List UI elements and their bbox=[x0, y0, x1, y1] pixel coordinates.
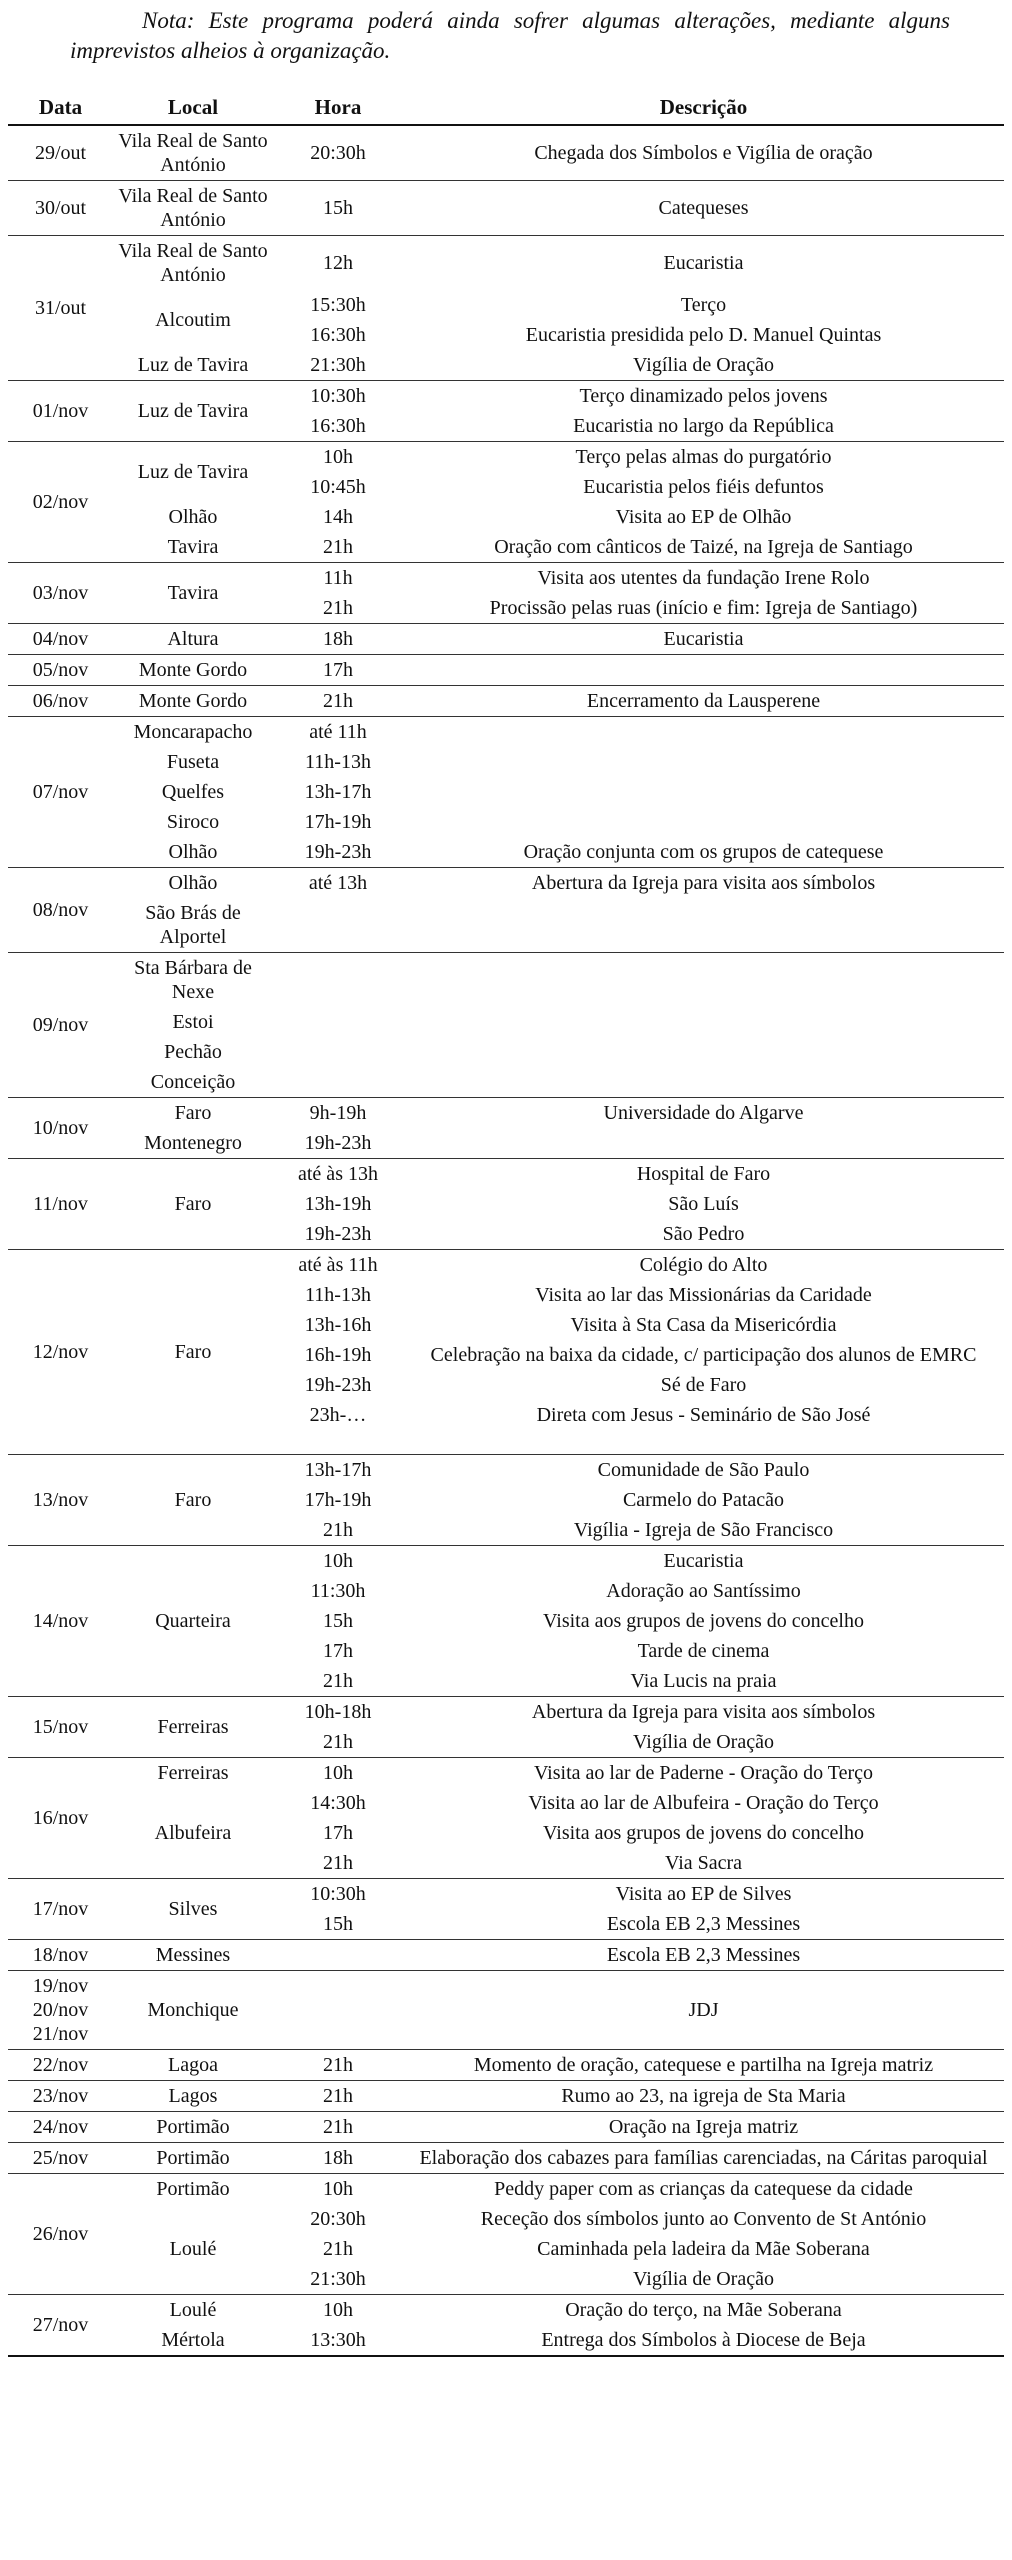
hora-cell: 15h bbox=[323, 1913, 353, 1935]
descricao-cell: Visita ao lar de Albufeira - Oração do Terço bbox=[528, 1792, 879, 1814]
date-cell: 23/nov bbox=[32, 2085, 89, 2107]
descricao-cell: Escola EB 2,3 Messines bbox=[606, 1944, 801, 1966]
hora-cell: 13h-17h bbox=[304, 781, 372, 803]
table-row bbox=[8, 1971, 1004, 2050]
local-cell: São Brás de Alportel bbox=[145, 902, 241, 948]
descricao-cell: Direta com Jesus - Seminário de São José bbox=[536, 1404, 871, 1426]
descricao-cell: São Luís bbox=[668, 1193, 739, 1215]
date-cell: 24/nov bbox=[32, 2116, 89, 2138]
descricao-cell: Universidade do Algarve bbox=[603, 1102, 804, 1124]
descricao-cell: Visita ao EP de Silves bbox=[615, 1883, 792, 1905]
local-cell: Mértola bbox=[161, 2329, 225, 2351]
local-cell: Lagoa bbox=[168, 2054, 218, 2076]
local-cell: Vila Real de Santo António bbox=[118, 240, 268, 286]
descricao-cell: Oração do terço, na Mãe Soberana bbox=[565, 2299, 842, 2321]
local-cell: Olhão bbox=[168, 872, 218, 894]
date-cell: 30/out bbox=[34, 197, 87, 219]
descricao-cell: Via Sacra bbox=[664, 1852, 743, 1874]
hora-cell: 17h bbox=[323, 1822, 353, 1844]
descricao-cell: Abertura da Igreja para visita aos símbolos bbox=[531, 872, 876, 894]
date-group bbox=[8, 2050, 1004, 2081]
descricao-cell: Carmelo do Patacão bbox=[622, 1489, 785, 1511]
descricao-cell: Terço pelas almas do purgatório bbox=[575, 446, 832, 468]
descricao-cell: Oração na Igreja matriz bbox=[608, 2116, 799, 2138]
descricao-cell: Eucaristia presidida pelo D. Manuel Quintas bbox=[525, 324, 882, 346]
hora-cell: 21h bbox=[323, 2085, 353, 2107]
table-row bbox=[8, 953, 1004, 1008]
local-cell: Ferreiras bbox=[157, 1716, 229, 1738]
date-group bbox=[8, 953, 1004, 1098]
descricao-cell: Oração com cânticos de Taizé, na Igreja de Santiago bbox=[494, 536, 913, 558]
local-cell: Altura bbox=[167, 628, 219, 650]
local-cell: Monte Gordo bbox=[138, 659, 248, 681]
date-cell: 04/nov bbox=[32, 628, 89, 650]
local-cell: Pechão bbox=[164, 1041, 222, 1063]
table-row bbox=[8, 1546, 1004, 1577]
header-hora: Hora bbox=[273, 90, 403, 125]
table-row bbox=[8, 1067, 1004, 1098]
date-cell: 08/nov bbox=[32, 899, 89, 921]
descricao-cell: Vigília de Oração bbox=[633, 1731, 774, 1753]
local-cell: Luz de Tavira bbox=[137, 354, 249, 376]
hora-cell: 10:30h bbox=[310, 1883, 366, 1905]
descricao-cell: Eucaristia bbox=[663, 1550, 744, 1572]
local-cell: Loulé bbox=[169, 2238, 217, 2260]
date-group bbox=[8, 442, 1004, 563]
hora-cell: 13:30h bbox=[310, 2329, 366, 2351]
table-row bbox=[8, 1697, 1004, 1728]
local-cell: Monchique bbox=[147, 1999, 239, 2021]
table-row bbox=[8, 1098, 1004, 1129]
local-cell: Alcoutim bbox=[155, 309, 231, 331]
date-group bbox=[8, 2081, 1004, 2112]
descricao-cell: Visita ao lar das Missionárias da Caridade bbox=[535, 1284, 872, 1306]
hora-cell: 10h-18h bbox=[304, 1701, 372, 1723]
date-cell: 19/nov 20/nov 21/nov bbox=[32, 1975, 89, 2045]
descricao-cell: Vigília - Igreja de São Francisco bbox=[573, 1519, 834, 1541]
table-row bbox=[8, 290, 1004, 320]
local-cell: Luz de Tavira bbox=[137, 400, 249, 422]
date-cell: 13/nov bbox=[32, 1489, 89, 1511]
descricao-cell bbox=[403, 1128, 1004, 1159]
local-cell: Vila Real de Santo António bbox=[118, 185, 268, 231]
schedule-table bbox=[8, 90, 1004, 2357]
local-cell: Quarteira bbox=[155, 1610, 231, 1632]
hora-cell: 10h bbox=[323, 2299, 353, 2321]
local-cell: Lagos bbox=[168, 2085, 218, 2107]
hora-cell bbox=[273, 953, 403, 1008]
hora-cell: 21h bbox=[323, 2116, 353, 2138]
date-cell: 22/nov bbox=[32, 2054, 89, 2076]
table-row bbox=[8, 807, 1004, 837]
descricao-cell bbox=[403, 717, 1004, 748]
date-cell: 25/nov bbox=[32, 2147, 89, 2169]
hora-cell bbox=[273, 898, 403, 953]
table-row bbox=[8, 747, 1004, 777]
hora-cell: 13h-19h bbox=[304, 1193, 372, 1215]
date-cell: 11/nov bbox=[33, 1193, 88, 1215]
descricao-cell bbox=[403, 807, 1004, 837]
date-cell: 06/nov bbox=[32, 690, 89, 712]
hora-cell: 15h bbox=[323, 1610, 353, 1632]
date-group bbox=[8, 868, 1004, 953]
date-cell: 31/out bbox=[34, 297, 87, 319]
descricao-cell: Vigília de Oração bbox=[633, 2268, 774, 2290]
table-row bbox=[8, 2174, 1004, 2205]
hora-cell: 20:30h bbox=[310, 142, 366, 164]
table-row bbox=[8, 868, 1004, 899]
hora-cell: 18h bbox=[323, 2147, 353, 2169]
date-group bbox=[8, 686, 1004, 717]
date-cell: 18/nov bbox=[32, 1944, 89, 1966]
table-row bbox=[8, 502, 1004, 532]
header-data: Data bbox=[8, 90, 113, 125]
hora-cell bbox=[273, 1971, 403, 2050]
descricao-cell: Visita à Sta Casa da Misericórdia bbox=[570, 1314, 837, 1336]
descricao-cell: Comunidade de São Paulo bbox=[597, 1459, 810, 1481]
local-cell: Portimão bbox=[156, 2147, 230, 2169]
date-cell: 01/nov bbox=[32, 400, 89, 422]
date-group bbox=[8, 655, 1004, 686]
table-row bbox=[8, 624, 1004, 655]
descricao-cell: Sé de Faro bbox=[660, 1374, 747, 1396]
hora-cell: 13h-17h bbox=[304, 1459, 372, 1481]
local-cell: Olhão bbox=[168, 841, 218, 863]
header-local: Local bbox=[113, 90, 273, 125]
date-group bbox=[8, 1455, 1004, 1546]
program-note: Nota: Este programa poderá ainda sofrer algumas alterações, mediante alguns imprevistos alheios à organização. bbox=[70, 8, 950, 63]
hora-cell: 13h-16h bbox=[304, 1314, 372, 1336]
date-group bbox=[8, 1758, 1004, 1879]
hora-cell bbox=[273, 1037, 403, 1067]
descricao-cell bbox=[403, 1067, 1004, 1098]
descricao-cell: Receção dos símbolos junto ao Convento de St António bbox=[480, 2208, 927, 2230]
hora-cell: 10:30h bbox=[310, 385, 366, 407]
hora-cell bbox=[273, 1940, 403, 1971]
date-group bbox=[8, 624, 1004, 655]
descricao-cell: Colégio do Alto bbox=[639, 1254, 768, 1276]
hora-cell: 19h-23h bbox=[304, 1132, 372, 1154]
descricao-cell bbox=[403, 1430, 1004, 1455]
table-row bbox=[8, 777, 1004, 807]
date-cell: 16/nov bbox=[32, 1807, 89, 1829]
date-group bbox=[8, 1879, 1004, 1940]
local-cell: Luz de Tavira bbox=[137, 461, 249, 483]
descricao-cell: São Pedro bbox=[662, 1223, 745, 1245]
date-group bbox=[8, 2143, 1004, 2174]
date-group bbox=[8, 1098, 1004, 1159]
local-cell: Moncarapacho bbox=[133, 721, 253, 743]
date-cell: 02/nov bbox=[32, 491, 89, 513]
hora-cell: 12h bbox=[323, 252, 353, 274]
descricao-cell bbox=[403, 747, 1004, 777]
date-cell: 26/nov bbox=[32, 2223, 89, 2245]
hora-cell: 10h bbox=[323, 1762, 353, 1784]
date-cell: 03/nov bbox=[32, 582, 89, 604]
hora-cell: 11h-13h bbox=[305, 1284, 371, 1306]
descricao-cell: Eucaristia bbox=[663, 628, 744, 650]
table-row bbox=[8, 686, 1004, 717]
date-group bbox=[8, 181, 1004, 236]
hora-cell: 10h bbox=[323, 446, 353, 468]
hora-cell: 21h bbox=[323, 2238, 353, 2260]
date-cell: 29/out bbox=[34, 142, 87, 164]
hora-cell: 10h bbox=[323, 1550, 353, 1572]
table-row bbox=[8, 1250, 1004, 1281]
table-row bbox=[8, 1758, 1004, 1789]
hora-cell: até às 13h bbox=[298, 1163, 378, 1185]
descricao-cell: Eucaristia pelos fiéis defuntos bbox=[583, 476, 824, 498]
local-cell: Estoi bbox=[172, 1011, 214, 1033]
local-cell: Ferreiras bbox=[157, 1762, 229, 1784]
local-cell: Conceição bbox=[150, 1071, 236, 1093]
hora-cell: 21:30h bbox=[310, 354, 366, 376]
local-cell: Albufeira bbox=[154, 1822, 232, 1844]
hora-cell: 20:30h bbox=[310, 2208, 366, 2230]
descricao-cell bbox=[403, 953, 1004, 1008]
hora-cell bbox=[273, 1067, 403, 1098]
descricao-cell: Chegada dos Símbolos e Vigília de oração bbox=[534, 142, 873, 164]
hora-cell: 11h-13h bbox=[305, 751, 371, 773]
table-row bbox=[8, 2325, 1004, 2356]
hora-cell: 19h-23h bbox=[304, 1374, 372, 1396]
local-cell: Olhão bbox=[168, 506, 218, 528]
local-cell: Quelfes bbox=[161, 781, 225, 803]
descricao-cell: Hospital de Faro bbox=[636, 1163, 771, 1185]
descricao-cell bbox=[403, 1037, 1004, 1067]
hora-cell: 18h bbox=[323, 628, 353, 650]
hora-cell: 21h bbox=[323, 597, 353, 619]
table-row bbox=[8, 1037, 1004, 1067]
table-row bbox=[8, 898, 1004, 953]
table-row bbox=[8, 2081, 1004, 2112]
date-cell: 10/nov bbox=[32, 1117, 89, 1139]
descricao-cell: Visita ao lar de Paderne - Oração do Terço bbox=[533, 1762, 874, 1784]
descricao-cell: Tarde de cinema bbox=[637, 1640, 770, 1662]
hora-cell: 21:30h bbox=[310, 2268, 366, 2290]
header-row bbox=[8, 90, 1004, 125]
hora-cell: 21h bbox=[323, 1519, 353, 1541]
hora-cell: 17h bbox=[323, 1640, 353, 1662]
date-group bbox=[8, 125, 1004, 181]
hora-cell: 15:30h bbox=[310, 294, 366, 316]
table-row bbox=[8, 181, 1004, 236]
hora-cell bbox=[273, 1430, 403, 1455]
descricao-cell: Encerramento da Lausperene bbox=[586, 690, 821, 712]
descricao-cell: Elaboração dos cabazes para famílias carenciadas, na Cáritas paroquial bbox=[419, 2147, 988, 2169]
hora-cell: 15h bbox=[323, 197, 353, 219]
descricao-cell: Rumo ao 23, na igreja de Sta Maria bbox=[561, 2085, 846, 2107]
date-group bbox=[8, 1546, 1004, 1697]
local-cell: Faro bbox=[174, 1193, 212, 1215]
local-cell: Sta Bárbara de Nexe bbox=[134, 957, 252, 1003]
hora-cell: 19h-23h bbox=[304, 841, 372, 863]
descricao-cell: Eucaristia no largo da República bbox=[573, 415, 834, 437]
descricao-cell: Procissão pelas ruas (início e fim: Igreja de Santiago) bbox=[489, 597, 918, 619]
hora-cell: 16:30h bbox=[310, 415, 366, 437]
table-row bbox=[8, 563, 1004, 594]
table-row bbox=[8, 1007, 1004, 1037]
table-row bbox=[8, 2143, 1004, 2174]
table-row bbox=[8, 2204, 1004, 2234]
descricao-cell: Visita aos grupos de jovens do concelho bbox=[543, 1822, 864, 1844]
hora-cell: 14h bbox=[323, 506, 353, 528]
hora-cell: 21h bbox=[323, 1670, 353, 1692]
descricao-cell: Momento de oração, catequese e partilha na Igreja matriz bbox=[473, 2054, 934, 2076]
date-cell: 05/nov bbox=[32, 659, 89, 681]
descricao-cell: Peddy paper com as crianças da catequese da cidade bbox=[494, 2178, 913, 2200]
descricao-cell: Adoração ao Santíssimo bbox=[606, 1580, 801, 1602]
hora-cell: até 13h bbox=[308, 872, 368, 894]
table-row bbox=[8, 236, 1004, 291]
table-row bbox=[8, 2112, 1004, 2143]
descricao-cell: JDJ bbox=[688, 1999, 719, 2021]
date-cell: 14/nov bbox=[32, 1610, 89, 1632]
local-cell: Fuseta bbox=[166, 751, 220, 773]
date-group bbox=[8, 1971, 1004, 2050]
hora-cell: 11h bbox=[323, 567, 353, 589]
descricao-cell: Via Lucis na praia bbox=[630, 1670, 777, 1692]
date-cell: 17/nov bbox=[32, 1898, 89, 1920]
descricao-cell: Visita ao EP de Olhão bbox=[615, 506, 792, 528]
descricao-cell: Celebração na baixa da cidade, c/ participação dos alunos de EMRC bbox=[430, 1344, 977, 1366]
date-group bbox=[8, 1159, 1004, 1250]
table-row bbox=[8, 350, 1004, 381]
table-row bbox=[8, 1788, 1004, 1818]
hora-cell: 10h bbox=[323, 2178, 353, 2200]
table-row bbox=[8, 1455, 1004, 1486]
descricao-cell: Escola EB 2,3 Messines bbox=[606, 1913, 801, 1935]
table-row bbox=[8, 655, 1004, 686]
date-group bbox=[8, 1940, 1004, 1971]
local-cell: Montenegro bbox=[144, 1132, 242, 1154]
table-row bbox=[8, 2050, 1004, 2081]
hora-cell: 21h bbox=[323, 1731, 353, 1753]
hora-cell: 11:30h bbox=[310, 1580, 366, 1602]
hora-cell: 23h-… bbox=[309, 1404, 367, 1426]
hora-cell: até 11h bbox=[309, 721, 367, 743]
local-cell: Loulé bbox=[169, 2299, 217, 2321]
descricao-cell: Eucaristia bbox=[663, 252, 744, 274]
descricao-cell: Oração conjunta com os grupos de catequese bbox=[523, 841, 884, 863]
date-cell: 15/nov bbox=[32, 1716, 89, 1738]
date-cell: 09/nov bbox=[32, 1014, 89, 1036]
date-group bbox=[8, 563, 1004, 624]
date-group bbox=[8, 1697, 1004, 1758]
local-cell: Faro bbox=[174, 1102, 212, 1124]
hora-cell: até às 11h bbox=[298, 1254, 378, 1276]
local-cell: Monte Gordo bbox=[138, 690, 248, 712]
hora-cell: 16h-19h bbox=[304, 1344, 372, 1366]
table-row bbox=[8, 1940, 1004, 1971]
local-cell: Faro bbox=[174, 1341, 212, 1363]
table-row bbox=[8, 1879, 1004, 1910]
local-cell: Messines bbox=[155, 1944, 231, 1966]
descricao-cell: Caminhada pela ladeira da Mãe Soberana bbox=[537, 2238, 870, 2260]
date-cell: 12/nov bbox=[32, 1341, 89, 1363]
descricao-cell bbox=[403, 655, 1004, 686]
hora-cell: 10:45h bbox=[310, 476, 366, 498]
date-group bbox=[8, 2174, 1004, 2295]
descricao-cell: Entrega dos Símbolos à Diocese de Beja bbox=[541, 2329, 866, 2351]
descricao-cell: Catequeses bbox=[658, 197, 749, 219]
header-descricao: Descrição bbox=[403, 90, 1004, 125]
table-row bbox=[8, 2295, 1004, 2326]
descricao-cell: Visita aos grupos de jovens do concelho bbox=[543, 1610, 864, 1632]
table-row bbox=[8, 532, 1004, 563]
date-group bbox=[8, 717, 1004, 868]
local-cell: Siroco bbox=[166, 811, 220, 833]
table-row bbox=[8, 381, 1004, 412]
table-row bbox=[8, 1128, 1004, 1159]
local-cell: Portimão bbox=[156, 2116, 230, 2138]
hora-cell: 21h bbox=[323, 2054, 353, 2076]
descricao-cell: Visita aos utentes da fundação Irene Rolo bbox=[537, 567, 870, 589]
hora-cell: 17h-19h bbox=[304, 1489, 372, 1511]
hora-cell: 14:30h bbox=[310, 1792, 366, 1814]
hora-cell: 16:30h bbox=[310, 324, 366, 346]
table-row bbox=[8, 442, 1004, 473]
hora-cell: 17h bbox=[323, 659, 353, 681]
date-group bbox=[8, 236, 1004, 381]
local-cell: Silves bbox=[168, 1898, 218, 1920]
hora-cell: 17h-19h bbox=[304, 811, 372, 833]
table-row bbox=[8, 125, 1004, 181]
local-cell: Portimão bbox=[156, 2178, 230, 2200]
hora-cell: 9h-19h bbox=[309, 1102, 367, 1124]
descricao-cell: Terço dinamizado pelos jovens bbox=[579, 385, 828, 407]
descricao-cell bbox=[403, 1007, 1004, 1037]
descricao-cell: Abertura da Igreja para visita aos símbolos bbox=[531, 1701, 876, 1723]
table-row bbox=[8, 1159, 1004, 1190]
hora-cell: 21h bbox=[323, 1852, 353, 1874]
hora-cell: 21h bbox=[323, 690, 353, 712]
local-cell: Tavira bbox=[167, 536, 219, 558]
date-group bbox=[8, 2295, 1004, 2357]
date-group bbox=[8, 1250, 1004, 1455]
descricao-cell: Terço bbox=[680, 294, 727, 316]
table-row bbox=[8, 837, 1004, 868]
descricao-cell bbox=[403, 898, 1004, 953]
hora-cell: 21h bbox=[323, 536, 353, 558]
date-cell: 27/nov bbox=[32, 2314, 89, 2336]
date-group bbox=[8, 2112, 1004, 2143]
date-group bbox=[8, 381, 1004, 442]
hora-cell: 19h-23h bbox=[304, 1223, 372, 1245]
table-row bbox=[8, 717, 1004, 748]
local-cell: Tavira bbox=[167, 582, 219, 604]
local-cell: Vila Real de Santo António bbox=[118, 130, 268, 176]
local-cell: Faro bbox=[174, 1489, 212, 1511]
descricao-cell: Vigília de Oração bbox=[633, 354, 774, 376]
date-cell: 07/nov bbox=[32, 781, 89, 803]
hora-cell bbox=[273, 1007, 403, 1037]
descricao-cell bbox=[403, 777, 1004, 807]
